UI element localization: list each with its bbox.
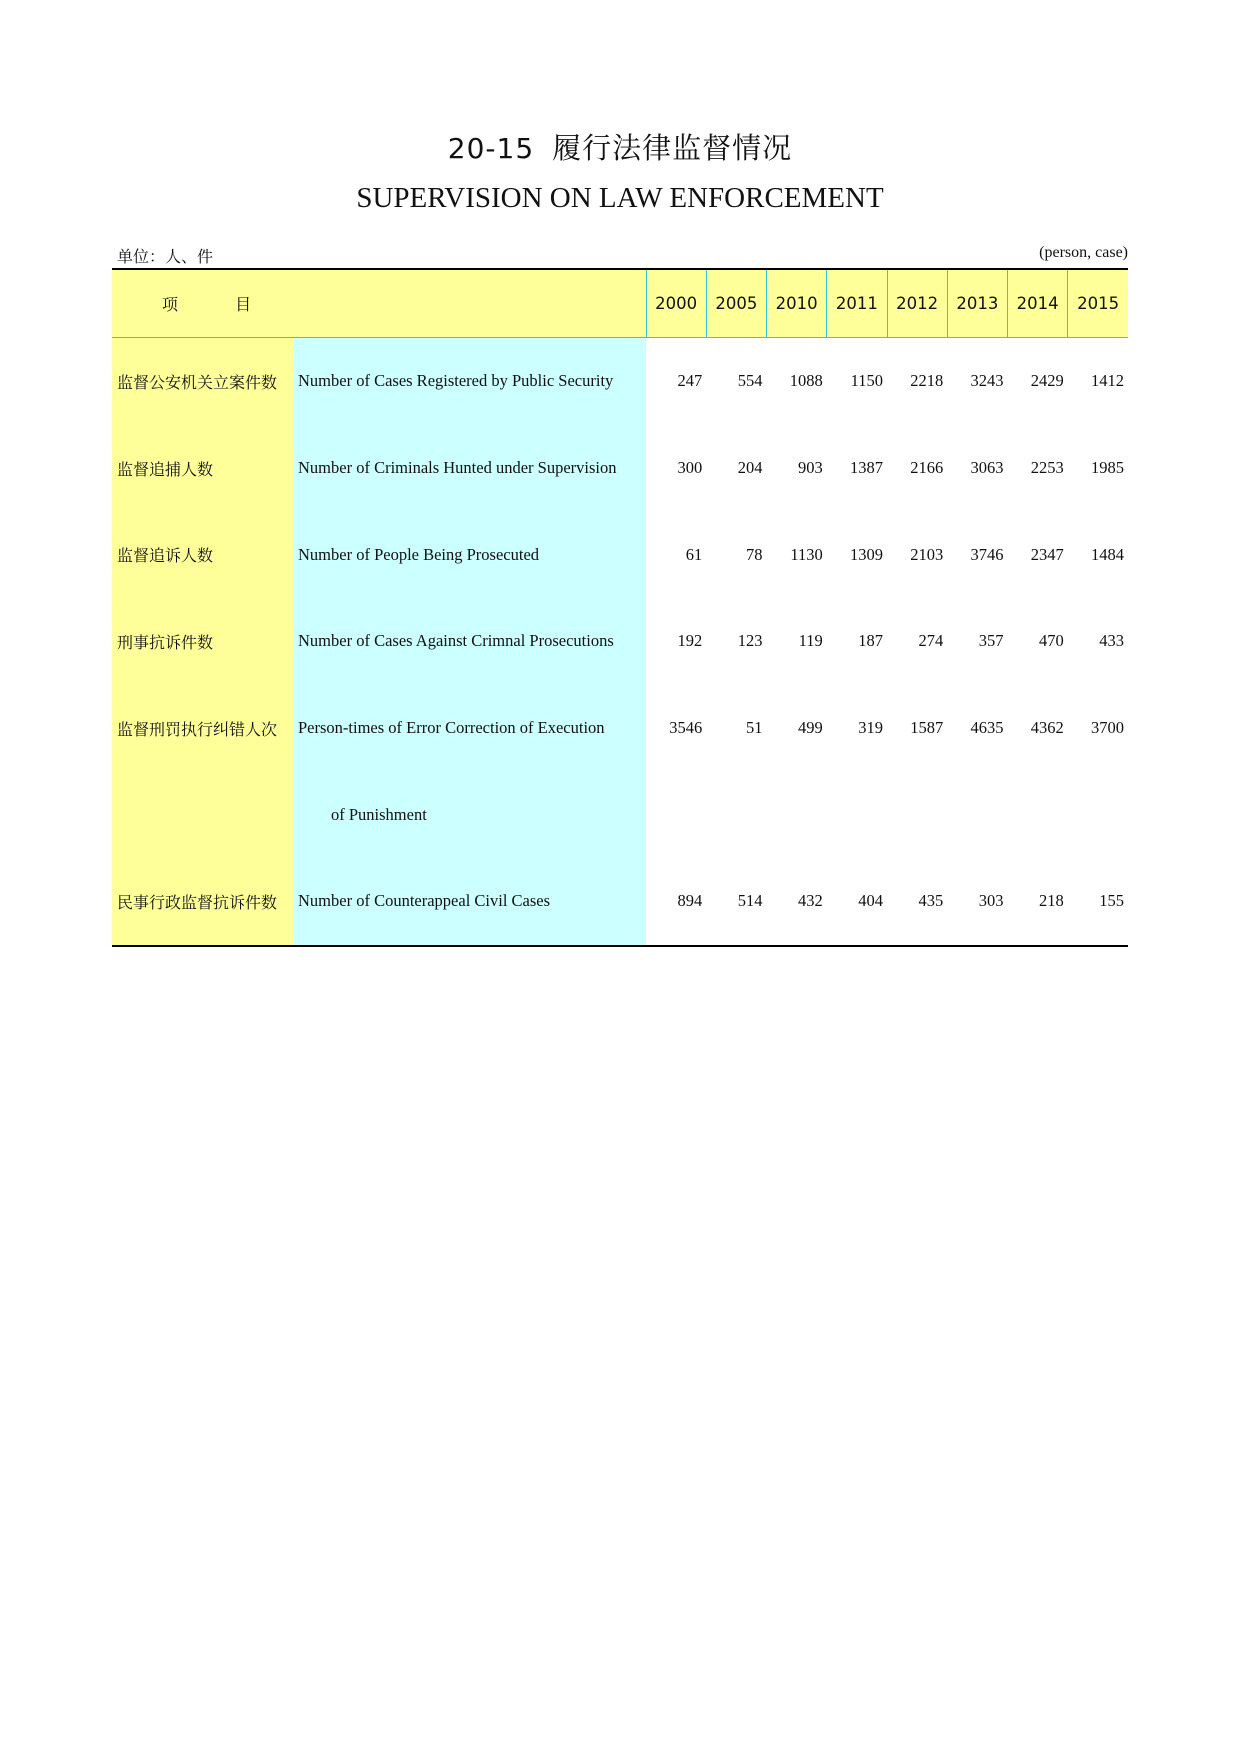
year-header-2012: 2012	[887, 269, 947, 338]
table-cell-empty	[646, 771, 706, 858]
table-row	[112, 511, 1128, 598]
row-label-chinese-empty	[112, 771, 293, 858]
table-cell: 470	[1039, 631, 1064, 651]
year-header-2015: 2015	[1068, 269, 1128, 338]
year-header-2011: 2011	[827, 269, 887, 338]
table-cell: 4362	[1030, 718, 1064, 738]
table-cell: 119	[798, 631, 823, 651]
table-cell: 4635	[970, 718, 1004, 738]
table-cell: 2166	[910, 458, 944, 478]
table-cell: 123	[737, 631, 763, 651]
table-cell-empty	[767, 771, 827, 858]
table-cell: 303	[978, 891, 1004, 911]
table-cell: 514	[737, 891, 763, 911]
table-cell: 894	[677, 891, 703, 911]
row-label-english-continued	[293, 771, 646, 858]
table-cell-empty	[706, 771, 766, 858]
table-row	[112, 338, 1128, 425]
table-cell: 2429	[1030, 371, 1064, 391]
table-cell: 1985	[1091, 458, 1124, 478]
table-cell-empty	[1068, 771, 1128, 858]
table-cell: 404	[858, 891, 883, 911]
title-chinese-text: 履行法律监督情况	[552, 131, 793, 165]
table-cell: 3546	[669, 718, 703, 738]
row-label-chinese: 监督公安机关立案件数	[112, 338, 293, 425]
table-cell: 204	[737, 458, 763, 478]
year-header-2013: 2013	[947, 269, 1007, 338]
statistics-table	[112, 268, 1128, 947]
table-cell: 1130	[790, 544, 823, 564]
unit-label-english: (person, case)	[1039, 244, 1128, 261]
table-cell: 155	[1099, 891, 1124, 911]
table-cell-empty	[1008, 771, 1068, 858]
page-title-english: SUPERVISION ON LAW ENFORCEMENT	[356, 182, 884, 214]
year-header-2014: 2014	[1008, 269, 1068, 338]
table-cell: 357	[978, 631, 1004, 651]
row-label-english: Number of Cases Against Crimnal Prosecutions	[293, 598, 646, 685]
table-header-row	[112, 269, 1128, 338]
table-cell: 433	[1099, 631, 1124, 651]
table-cell: 78	[746, 544, 763, 564]
page-title-chinese	[0, 128, 1240, 169]
row-label-chinese: 民事行政监督抗诉件数	[112, 858, 293, 946]
table-cell: 192	[677, 631, 703, 651]
row-label-english: Number of Cases Registered by Public Security	[293, 338, 646, 425]
table-cell-empty	[827, 771, 887, 858]
item-header-label: 项 目	[162, 295, 252, 314]
table-cell: 3700	[1091, 718, 1124, 738]
table-row	[112, 685, 1128, 772]
table-cell: 1309	[850, 544, 883, 564]
table-cell: 1150	[850, 371, 883, 391]
table-cell: 1387	[850, 458, 883, 478]
table-cell: 247	[677, 371, 703, 391]
table-cell: 2218	[910, 371, 944, 391]
table-cell: 319	[858, 718, 883, 738]
row-label-chinese: 监督追捕人数	[112, 425, 293, 512]
table-cell: 3243	[970, 371, 1004, 391]
table-row-continuation	[112, 771, 1128, 858]
table-cell: 554	[737, 371, 763, 391]
row-label-english: Number of Criminals Hunted under Supervision	[293, 425, 646, 512]
table-cell: 1088	[789, 371, 823, 391]
year-header-2010: 2010	[767, 269, 827, 338]
table-cell: 51	[746, 718, 763, 738]
table-cell: 61	[685, 544, 703, 564]
table-cell: 3746	[970, 544, 1004, 564]
table-cell-empty	[947, 771, 1007, 858]
table-cell: 903	[798, 458, 823, 478]
table-cell: 2103	[910, 544, 944, 564]
item-header	[112, 269, 646, 338]
table-cell: 432	[798, 891, 823, 911]
table-cell-empty	[887, 771, 947, 858]
table-cell: 300	[677, 458, 703, 478]
table-cell: 2253	[1030, 458, 1064, 478]
table-row	[112, 425, 1128, 512]
table-row	[112, 858, 1128, 946]
row-label-english: Number of Counterappeal Civil Cases	[293, 858, 646, 946]
row-label-english: Person-times of Error Correction of Execution	[293, 685, 646, 772]
table-cell: 1484	[1091, 544, 1124, 564]
table-cell: 274	[918, 631, 944, 651]
table-cell: 1587	[910, 718, 944, 738]
table-number: 20-15	[447, 132, 535, 165]
table-row	[112, 598, 1128, 685]
row-label-english: Number of People Being Prosecuted	[293, 511, 646, 598]
row-label-chinese: 监督追诉人数	[112, 511, 293, 598]
table-cell: 187	[858, 631, 883, 651]
row-label-chinese: 刑事抗诉件数	[112, 598, 293, 685]
unit-label-chinese: 单位：人、件	[117, 247, 214, 266]
table-cell: 435	[918, 891, 944, 911]
year-header-2005: 2005	[706, 269, 766, 338]
table-cell: 218	[1039, 891, 1064, 911]
table-cell: 499	[798, 718, 823, 738]
row-label-english-continuation: of Punishment	[331, 804, 427, 824]
year-header-2000: 2000	[646, 269, 706, 338]
table-cell: 2347	[1030, 544, 1064, 564]
table-cell: 3063	[970, 458, 1004, 478]
row-label-chinese: 监督刑罚执行纠错人次	[112, 685, 293, 772]
table-cell: 1412	[1091, 371, 1124, 391]
